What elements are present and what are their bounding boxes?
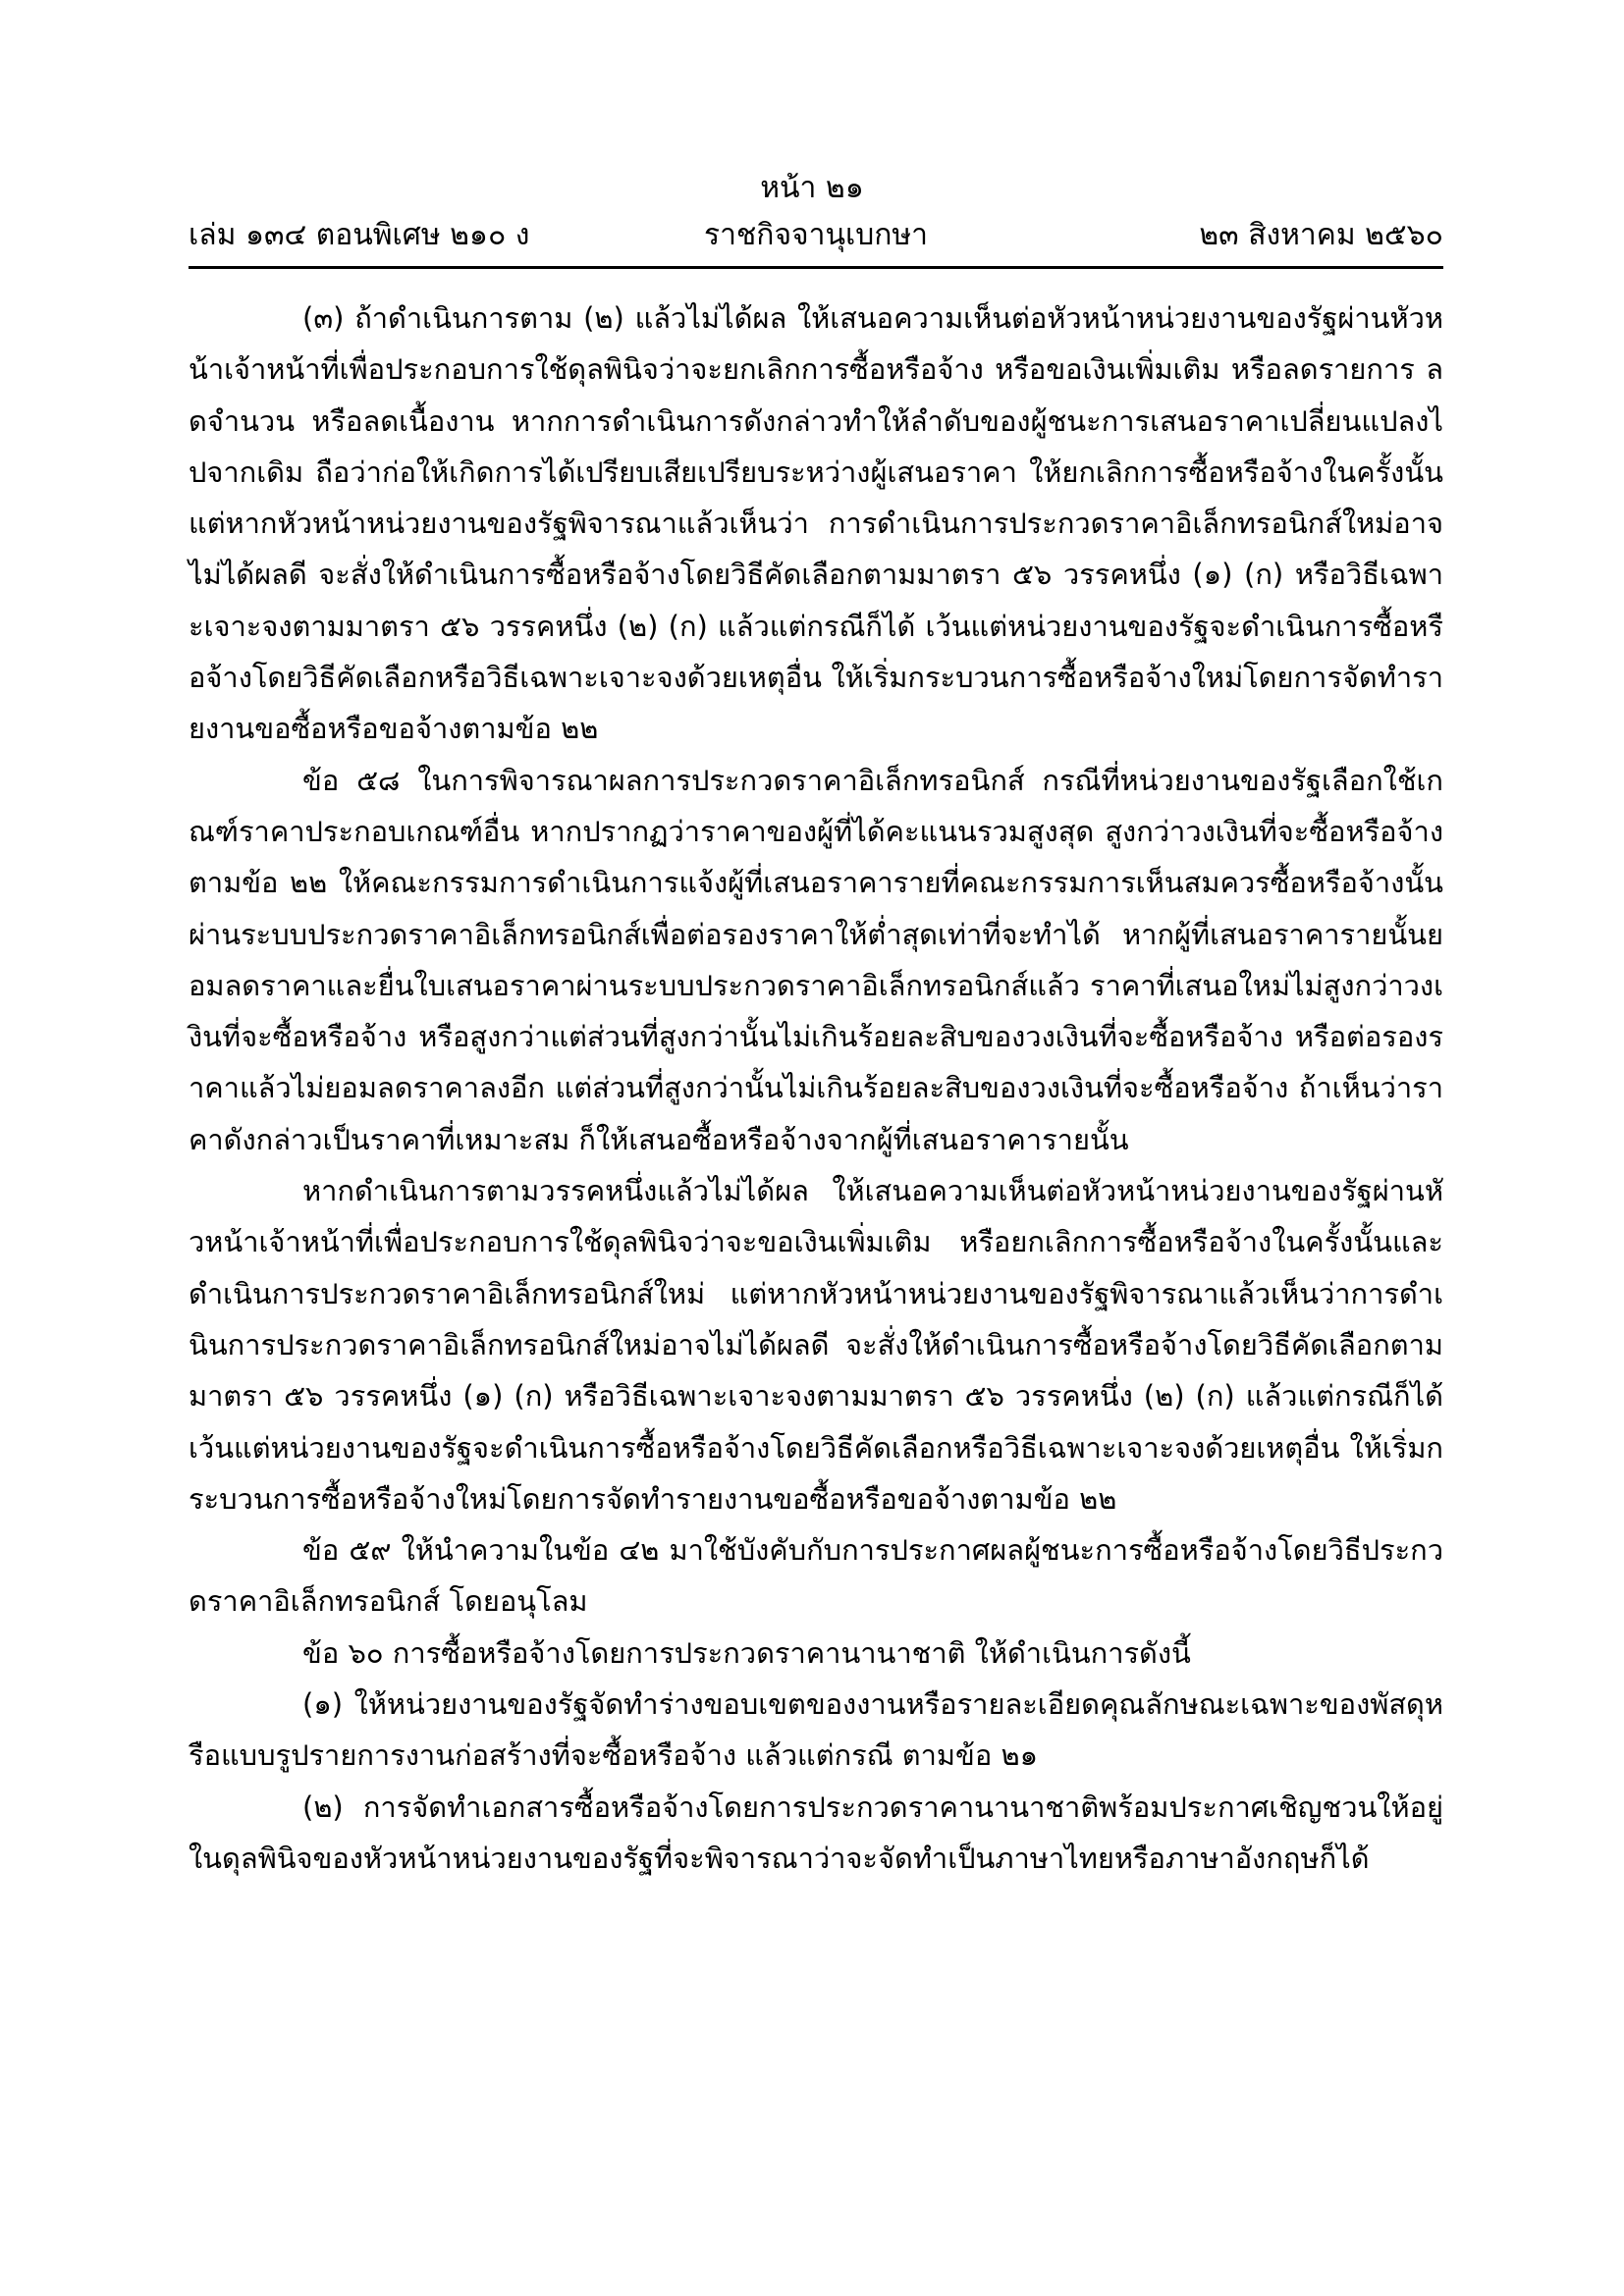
paragraph-article-60-clause-2: (๒) การจัดทำเอกสารซื้อหรือจ้างโดยการประกวดราคานานาชาติพร้อมประกาศเชิญชวนให้อยู่ในดุลพินิจของหัวหน้าหน่วยงานของรัฐที่จะพิจารณาว่าจะจัดทำเป็นภาษาไทยหรือภาษาอังกฤษก็ได้ — [189, 1789, 1443, 1875]
publication-name: ราชกิจจานุเบกษา — [703, 218, 929, 252]
header-divider — [189, 266, 1443, 269]
publication-date: ๒๓ สิงหาคม ๒๕๖๐ — [1199, 218, 1443, 252]
paragraph-clause-3: (๓) ถ้าดำเนินการตาม (๒) แล้วไม่ได้ผล ให้เสนอความเห็นต่อหัวหน้าหน่วยงานของรัฐผ่านหัวหน้าเจ้าหน้าที่เพื่อประกอบการใช้ดุลพินิจว่าจะยกเลิกการซื้อหรือจ้าง หรือขอเงินเพิ่มเติม หรือลดรายการ ลดจำนวน หรือลดเนื้องาน หากการดำเนินการดังกล่าวทำให้ลำดับของผู้ชนะการเสนอราคาเปลี่ยนแปลงไปจากเดิม ถือว่าก่อให้เกิดการได้เปรียบเสียเปรียบระหว่างผู้เสนอราคา ให้ยกเลิกการซื้อหรือจ้างในครั้งนั้น แต่หากหัวหน้าหน่วยงานของรัฐพิจารณาแล้วเห็นว่า การดำเนินการประกวดราคาอิเล็กทรอนิกส์ใหม่อาจไม่ได้ผลดี จะสั่งให้ดำเนินการซื้อหรือจ้างโดยวิธีคัดเลือกตามมาตรา ๕๖ วรรคหนึ่ง (๑) (ก) หรือวิธีเฉพาะเจาะจงตามมาตรา ๕๖ วรรคหนึ่ง (๒) (ก) แล้วแต่กรณีก็ได้ เว้นแต่หน่วยงานของรัฐจะดำเนินการซื้อหรือจ้างโดยวิธีคัดเลือกหรือวิธีเฉพาะเจาะจงด้วยเหตุอื่น ให้เริ่มกระบวนการซื้อหรือจ้างใหม่โดยการจัดทำรายงานขอซื้อหรือขอจ้างตามข้อ ๒๒ — [189, 301, 1443, 746]
paragraph-article-60-clause-1: (๑) ให้หน่วยงานของรัฐจัดทำร่างขอบเขตของงานหรือรายละเอียดคุณลักษณะเฉพาะของพัสดุหรือแบบรูปรายการงานก่อสร้างที่จะซื้อหรือจ้าง แล้วแต่กรณี ตามข้อ ๒๑ — [189, 1687, 1443, 1773]
document-body — [189, 293, 1443, 1884]
page-number: หน้า ๒๑ — [760, 171, 864, 205]
volume-issue: เล่ม ๑๓๔ ตอนพิเศษ ๒๑๐ ง — [189, 218, 530, 252]
header-row — [189, 216, 1443, 255]
paragraph-article-60: ข้อ ๖๐ การซื้อหรือจ้างโดยการประกวดราคานานาชาติ ให้ดำเนินการดังนี้ — [302, 1635, 1191, 1670]
paragraph-article-58-second: หากดำเนินการตามวรรคหนึ่งแล้วไม่ได้ผล ให้เสนอความเห็นต่อหัวหน้าหน่วยงานของรัฐผ่านหัวหน้าเจ้าหน้าที่เพื่อประกอบการใช้ดุลพินิจว่าจะขอเงินเพิ่มเติม หรือยกเลิกการซื้อหรือจ้างในครั้งนั้นและดำเนินการประกวดราคาอิเล็กทรอนิกส์ใหม่ แต่หากหัวหน้าหน่วยงานของรัฐพิจารณาแล้วเห็นว่าการดำเนินการประกวดราคาอิเล็กทรอนิกส์ใหม่อาจไม่ได้ผลดี จะสั่งให้ดำเนินการซื้อหรือจ้างโดยวิธีคัดเลือกตามมาตรา ๕๖ วรรคหนึ่ง (๑) (ก) หรือวิธีเฉพาะเจาะจงตามมาตรา ๕๖ วรรคหนึ่ง (๒) (ก) แล้วแต่กรณีก็ได้ เว้นแต่หน่วยงานของรัฐจะดำเนินการซื้อหรือจ้างโดยวิธีคัดเลือกหรือวิธีเฉพาะเจาะจงด้วยเหตุอื่น ให้เริ่มกระบวนการซื้อหรือจ้างใหม่โดยการจัดทำรายงานขอซื้อหรือขอจ้างตามข้อ ๒๒ — [189, 1174, 1443, 1516]
paragraph-article-59: ข้อ ๕๙ ให้นำความในข้อ ๔๒ มาใช้บังคับกับการประกาศผลผู้ชนะการซื้อหรือจ้างโดยวิธีประกวดราคาอิเล็กทรอนิกส์ โดยอนุโลม — [189, 1533, 1443, 1619]
paragraph-article-58: ข้อ ๕๘ ในการพิจารณาผลการประกวดราคาอิเล็กทรอนิกส์ กรณีที่หน่วยงานของรัฐเลือกใช้เกณฑ์ราคาประกอบเกณฑ์อื่น หากปรากฏว่าราคาของผู้ที่ได้คะแนนรวมสูงสุด สูงกว่าวงเงินที่จะซื้อหรือจ้างตามข้อ ๒๒ ให้คณะกรรมการดำเนินการแจ้งผู้ที่เสนอราคารายที่คณะกรรมการเห็นสมควรซื้อหรือจ้างนั้นผ่านระบบประกวดราคาอิเล็กทรอนิกส์เพื่อต่อรองราคาให้ต่ำสุดเท่าที่จะทำได้ หากผู้ที่เสนอราคารายนั้นยอมลดราคาและยื่นใบเสนอราคาผ่านระบบประกวดราคาอิเล็กทรอนิกส์แล้ว ราคาที่เสนอใหม่ไม่สูงกว่าวงเงินที่จะซื้อหรือจ้าง หรือสูงกว่าแต่ส่วนที่สูงกว่านั้นไม่เกินร้อยละสิบของวงเงินที่จะซื้อหรือจ้าง หรือต่อรองราคาแล้วไม่ยอมลดราคาลงอีก แต่ส่วนที่สูงกว่านั้นไม่เกินร้อยละสิบของวงเงินที่จะซื้อหรือจ้าง ถ้าเห็นว่าราคาดังกล่าวเป็นราคาที่เหมาะสม ก็ให้เสนอซื้อหรือจ้างจากผู้ที่เสนอราคารายนั้น — [189, 763, 1443, 1156]
